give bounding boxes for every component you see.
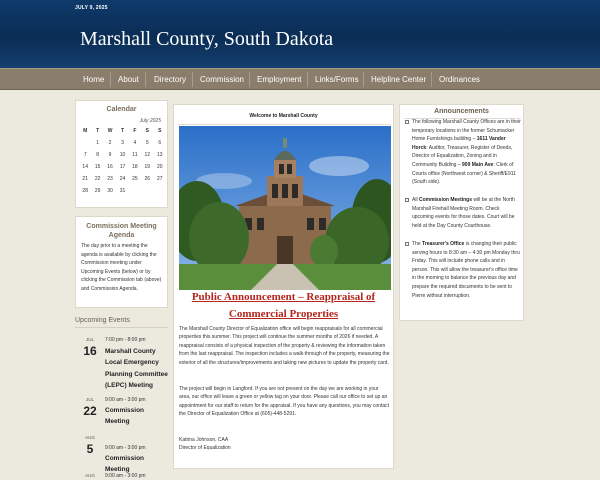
site-title[interactable]: Marshall County, South Dakota (80, 28, 334, 50)
calendar-weekday: S (158, 128, 162, 134)
calendar-day[interactable]: 8 (96, 152, 100, 158)
agenda-widget (75, 216, 168, 308)
announcements-title: Announcements (434, 108, 489, 115)
signature-title: Director of Equalization (179, 445, 231, 451)
upcoming-events-title: Upcoming Events (75, 317, 130, 324)
nav-divider (110, 72, 111, 87)
welcome-heading: Welcome to Marshall County (249, 113, 318, 119)
calendar-day[interactable]: 26 (144, 176, 151, 182)
main-content (173, 104, 394, 469)
event-time: 9:00 am - 3:00 pm (105, 445, 146, 451)
event-day: 22 (83, 404, 97, 418)
announcement-paragraph: The project will begin in Langford. If you are not present on the day we are working in your area, our office will leave a green or yellow tag on your door. Please call our office to set up an appointment for our staff to return for the appraisal. If you have any questions, you may contact the Director of Equalization Office at (605)-448-5291. (179, 386, 390, 418)
nav-about[interactable]: About (118, 75, 139, 84)
agenda-title: Commission Meeting Agenda (86, 223, 157, 239)
announcement-text: The Treasurer's Office is changing their public serving hours to 8:30 am – 4:30 pm Monday thru Friday. This will include phone calls and in person. This will allow the treasurer's office time in the morning to balance the previous day and prepare the required documents to be sent to Pierre without interruption. (412, 241, 520, 299)
calendar-day[interactable]: 3 (121, 140, 124, 146)
calendar-day[interactable]: 30 (107, 188, 113, 194)
calendar-day[interactable]: 6 (158, 140, 162, 146)
event-time: 9:00 am - 3:00 pm (105, 473, 146, 479)
calendar-weekday: F (133, 128, 137, 134)
calendar-day (79, 137, 91, 149)
nav-divider (145, 72, 146, 87)
announcement-paragraph: The Marshall County Director of Equalization office will begin reappraisals for all commercial properties this summer. This project will continue the summer months of 2026 if needed. A reappraisal consists of a physical inspection of the property & reviewing the information taken from the last reappraisal. The inspection includes a walk-through of the property, measuring the exterior of all the structures/improvements and taking new pictures to update the property card. (179, 326, 390, 366)
main-nav (0, 68, 600, 90)
agenda-text: The day prior to a meeting the agenda is available by clicking the Commission meeting under Upcoming Events (below) or by clicking the Commission tab (above) and Commission Agenda. (81, 243, 162, 292)
nav-employment[interactable]: Employment (257, 75, 302, 84)
divider (75, 327, 168, 328)
calendar-day (154, 185, 166, 197)
calendar-day[interactable]: 11 (132, 152, 138, 158)
calendar-day[interactable]: 1 (96, 140, 100, 146)
calendar-day[interactable]: 5 (145, 140, 149, 146)
announcement-text: The following Marshall County Offices are in their temporary locations in the former Schumacker Home Furnishings building – 1611 Vander Horck: Auditor, Treasurer, Register of Deeds, Director of Equalization, Zoning and in Community Building – 909 Main Ave: Clerk of Courts office (Northwest corner) & Sheriff/E911 (South side). (412, 119, 521, 186)
calendar-day[interactable]: 9 (108, 152, 112, 158)
calendar-day[interactable]: 19 (144, 164, 151, 170)
calendar-day[interactable]: 28 (82, 188, 88, 194)
nav-divider (249, 72, 250, 87)
event-time: 9:00 am - 3:00 pm (105, 397, 146, 403)
nav-divider (431, 72, 432, 87)
calendar-day (141, 185, 153, 197)
checkbox-icon (405, 120, 409, 124)
event-month: JUL (85, 337, 94, 342)
event-month: JUL (85, 397, 94, 402)
calendar-day[interactable]: 21 (82, 176, 88, 182)
calendar-weekday: W (107, 128, 113, 134)
nav-helpline-center[interactable]: Helpline Center (371, 75, 427, 84)
nav-home[interactable]: Home (83, 75, 105, 84)
nav-commission[interactable]: Commission (200, 75, 245, 84)
nav-divider (192, 72, 193, 87)
calendar-day[interactable]: 14 (82, 164, 88, 170)
event-title-link[interactable]: Marshall County Local Emergency Planning Committee (LEPC) Meeting (105, 348, 168, 389)
calendar-widget (75, 100, 168, 208)
nav-ordinances[interactable]: Ordinances (439, 75, 480, 84)
calendar-day[interactable]: 10 (119, 152, 126, 158)
nav-links-forms[interactable]: Links/Forms (315, 75, 359, 84)
event-month: AUG (85, 435, 95, 440)
calendar-weekday: T (120, 128, 124, 134)
checkbox-icon (405, 242, 409, 246)
calendar-day[interactable]: 27 (156, 176, 163, 182)
event-day: 5 (86, 442, 94, 456)
nav-divider (363, 72, 364, 87)
calendar-day[interactable]: 23 (107, 176, 113, 182)
calendar-weekday: S (145, 128, 149, 134)
event-time: 7:00 pm - 8:00 pm (105, 337, 146, 343)
calendar-grid (79, 125, 166, 197)
signature-name: Katrina Johnson, CAA (179, 437, 229, 443)
calendar-day[interactable]: 16 (107, 164, 113, 170)
calendar-day[interactable]: 17 (119, 164, 126, 170)
calendar-day[interactable]: 20 (156, 164, 163, 170)
calendar-day[interactable]: 25 (132, 176, 138, 182)
checkbox-icon (405, 198, 409, 202)
calendar-day[interactable]: 15 (94, 164, 101, 170)
calendar-day[interactable]: 31 (119, 188, 126, 194)
event-day: 16 (83, 344, 97, 358)
calendar-day[interactable]: 22 (94, 176, 101, 182)
calendar-day[interactable]: 13 (156, 152, 163, 158)
current-date: JULY 9, 2025 (75, 5, 108, 11)
event-title-link[interactable]: Commission Meeting (105, 455, 145, 474)
calendar-day[interactable]: 2 (108, 140, 112, 146)
calendar-day[interactable]: 12 (144, 152, 151, 158)
announcements-widget (399, 104, 524, 321)
calendar-weekday: M (83, 128, 88, 134)
event-title-link[interactable]: Commission Meeting (105, 407, 145, 426)
calendar-day[interactable]: 7 (83, 152, 87, 158)
courthouse-photo (179, 126, 391, 290)
calendar-month: July 2025 (139, 118, 161, 124)
calendar-day[interactable]: 4 (133, 140, 137, 146)
public-announcement-title[interactable]: Public Announcement – Reappraisal of Commercial Properties (191, 291, 376, 320)
calendar-weekday: T (96, 128, 100, 134)
site-header (0, 0, 600, 68)
calendar-day (129, 185, 141, 197)
nav-divider (307, 72, 308, 87)
divider (178, 124, 391, 125)
announcement-text: All Commission Meetings will be at the North Marshall Firehall Meeting Room. Check upcoming events for those dates. Court will be held at the Day County Courthouse. (412, 197, 515, 229)
nav-directory[interactable]: Directory (154, 75, 187, 84)
calendar-title: Calendar (106, 106, 137, 113)
calendar-day[interactable]: 29 (94, 188, 101, 194)
calendar-day[interactable]: 18 (132, 164, 138, 170)
event-month: AUG (85, 473, 95, 478)
calendar-day[interactable]: 24 (119, 176, 126, 182)
